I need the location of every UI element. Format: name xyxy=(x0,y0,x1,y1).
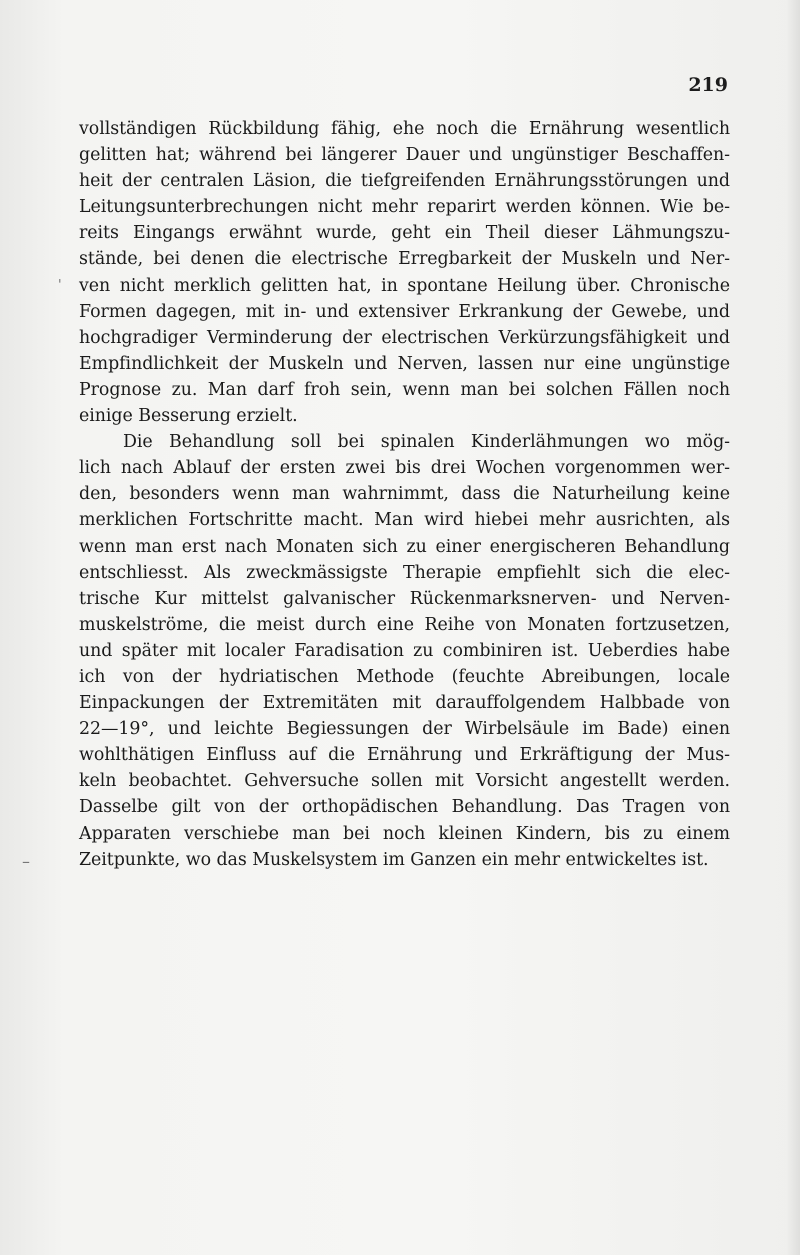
text-line: Einpackungen der Extremitäten mit darauffolgendem Halbbade von xyxy=(79,693,730,714)
text-line: hochgradiger Verminderung der electrischen Verkürzungsfähigkeit und xyxy=(79,327,730,348)
text-line: muskelströme, die meist durch eine Reihe von Monaten fortzusetzen, xyxy=(79,614,730,635)
text-line: Formen dagegen, mit in- und extensiver Erkrankung der Gewebe, und xyxy=(79,301,730,322)
text-line: wohlthätigen Einfluss auf die Ernährung und Erkräftigung der Mus- xyxy=(79,745,730,766)
paragraph-prognosis xyxy=(79,116,730,429)
text-line: stände, bei denen die electrische Erregbarkeit der Muskeln und Ner- xyxy=(79,249,730,270)
paragraph-treatment xyxy=(79,429,730,873)
text-line: Zeitpunkte, wo das Muskelsystem im Ganzen ein mehr entwickeltes ist. xyxy=(79,849,709,870)
margin-dash: – xyxy=(22,852,30,871)
text-line: merklichen Fortschritte macht. Man wird hiebei mehr ausrichten, als xyxy=(79,510,730,531)
text-line: Prognose zu. Man darf froh sein, wenn man bei solchen Fällen noch xyxy=(79,379,730,400)
text-line: einige Besserung erzielt. xyxy=(79,406,298,427)
body-text xyxy=(79,116,730,873)
text-line: Leitungsunterbrechungen nicht mehr reparirt werden können. Wie be- xyxy=(79,197,730,218)
text-line: den, besonders wenn man wahrnimmt, dass die Naturheilung keine xyxy=(79,484,730,505)
text-line: und später mit localer Faradisation zu combiniren ist. Ueberdies habe xyxy=(79,640,730,661)
text-line: trische Kur mittelst galvanischer Rückenmarksnerven- und Nerven- xyxy=(79,588,730,609)
text-line: vollständigen Rückbildung fähig, ehe noch die Ernährung wesentlich xyxy=(79,119,730,139)
text-line: Apparaten verschiebe man bei noch kleinen Kindern, bis zu einem xyxy=(79,823,730,844)
text-line: ven nicht merklich gelitten hat, in spontane Heilung über. Chronische xyxy=(79,275,730,296)
text-line: gelitten hat; während bei längerer Dauer und ungünstiger Beschaffen- xyxy=(79,145,730,166)
page-number: 219 xyxy=(688,74,728,96)
text-line: wenn man erst nach Monaten sich zu einer energischeren Behandlung xyxy=(79,536,730,557)
text-line: keln beobachtet. Gehversuche sollen mit Vorsicht angestellt werden. xyxy=(79,771,730,792)
margin-tick: ' xyxy=(58,278,62,293)
text-line: heit der centralen Läsion, die tiefgreifenden Ernährungsstörungen und xyxy=(79,171,730,192)
text-line: reits Eingangs erwähnt wurde, geht ein Theil dieser Lähmungszu- xyxy=(79,223,730,244)
text-line: lich nach Ablauf der ersten zwei bis drei Wochen vorgenommen wer- xyxy=(79,458,730,479)
text-line: Empfindlichkeit der Muskeln und Nerven, lassen nur eine ungünstige xyxy=(79,353,730,374)
text-line: Dasselbe gilt von der orthopädischen Behandlung. Das Tragen von xyxy=(79,797,730,818)
text-line: ich von der hydriatischen Methode (feuchte Abreibungen, locale xyxy=(79,666,730,687)
text-line: entschliesst. Als zweckmässigste Therapie empfiehlt sich die elec- xyxy=(79,562,730,583)
text-line: 22—19°, und leichte Begiessungen der Wirbelsäule im Bade) einen xyxy=(79,719,730,740)
text-line: Die Behandlung soll bei spinalen Kinderlähmungen wo mög- xyxy=(123,432,730,453)
